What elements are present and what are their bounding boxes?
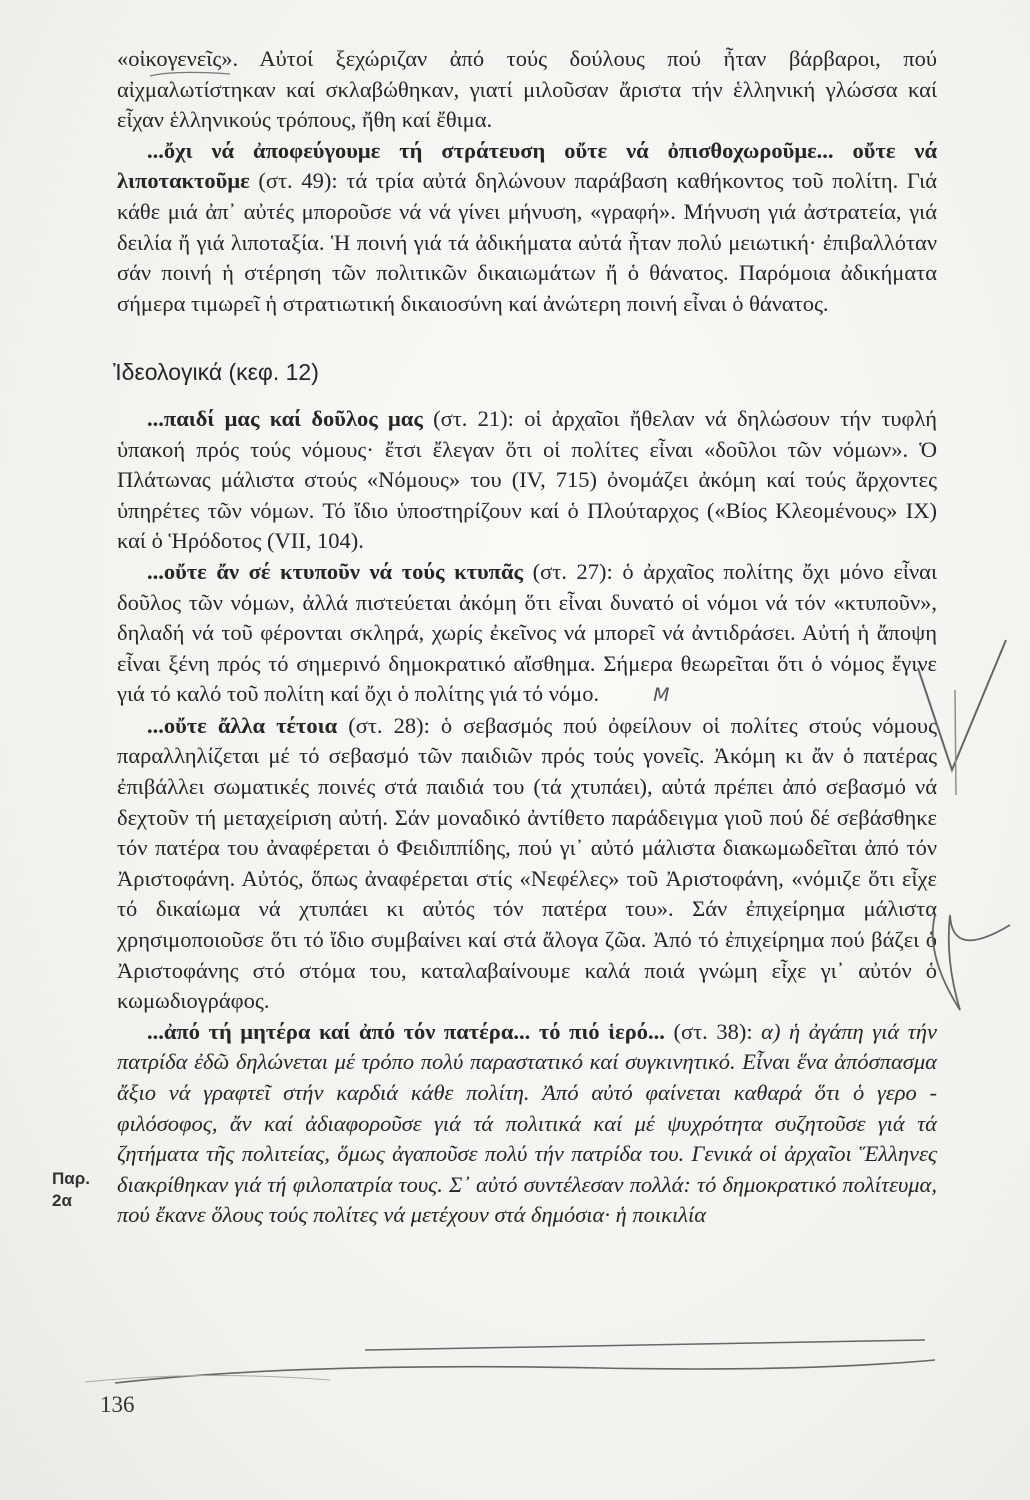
paragraph-mother-father — [117, 1017, 937, 1231]
quoted-phrase: ...παιδί μας καί δοῦλος μας — [147, 405, 423, 431]
commentary: (στ. 27): ὁ ἀρχαῖος πολίτης ὄχι μόνο εἶναι δοῦλος τῶν νόμων, ἀλλά πιστεύεται ἀκόμη ὅτι εἶναι δυνατό οἱ νόμοι νά τόν «κτυποῦν», δηλαδή νά τοῦ φέρονται σκληρά, χωρίς ἐκεῖνος νά μπορεῖ νά ἀντιδράσει. Αὐτή ἡ ἄποψη εἶναι ξένη πρός τό σημερινό δημοκρατικό αἴσθημα. Σήμερα θεωρεῖται ὅτι ὁ νόμος ἔγινε γιά τό καλό τοῦ πολίτη καί ὄχι ὁ πολίτης γιά τό νόμο. — [117, 558, 937, 707]
body-text — [113, 44, 937, 1231]
handwritten-mark: M — [653, 684, 670, 707]
quoted-phrase: ...ἀπό τή μητέρα καί ἀπό τόν πατέρα... τό πιό ἱερό... — [147, 1018, 665, 1044]
margin-label-line-2: 2α — [52, 1191, 72, 1210]
line-reference: (στ. 38): — [664, 1018, 762, 1044]
commentary-italic: α) ἡ ἀγάπη γιά τήν πατρίδα ἐδῶ δηλώνεται μέ τρόπο πολύ παραστατικό καί συγκινητικό. Εἶναι ἕνα ἀπόσπασμα ἄξιο νά γραφτεῖ στήν καρδιά κάθε πολίτη. Ἀπό αὐτό φαίνεται καθαρά ὅτι ὁ γερο - φιλόσοφος, ἄν καί ἀδιαφοροῦσε γιά τά πολιτικά καί μέ ψυχρότητα συζητοῦσε γιά τά ζητήματα τῆς πολιτείας, ὅμως ἀγαποῦσε πολύ τήν πατρίδα του. Γενικά οἱ ἀρχαῖοι Ἕλληνες διακρίθηκαν γιά τή φιλοπατρία τους. Σ᾽ αὐτό συντέλεσαν πολλά: τό δημοκρατικό πολίτευμα, πού ἔκανε ὅλους τούς πολίτες νά μετέχουν στά δημόσια· ἡ ποικιλία — [117, 1018, 937, 1228]
paragraph-child-slave — [117, 404, 937, 557]
pencil-underline-phrase — [365, 1340, 925, 1350]
paragraph-strike — [117, 557, 937, 711]
commentary: (στ. 28): ὁ σεβασμός πού ὀφείλουν οἱ πολίτες στούς νόμους παραλληλίζεται μέ τό σεβασμό τῶν παιδιῶν πρός τούς γονεῖς. Ἀκόμη κι ἄν ὁ πατέρας ἐπιβάλλει σωματικές ποινές στά παιδιά του (τά χτυπάει), αὐτά πρέπει ἀπό σεβασμό νά δεχτοῦν τή μεταχείριση αὐτή. Σάν μοναδικό ἀντίθετο παράδειγμα γιοῦ πού δέ σεβάσθηκε τόν πατέρα του ἀναφέρεται ὁ Φειδιππίδης, πού γι᾽ αὐτό μάλιστα διακωμωδεῖται ἀπό τόν Ἀριστοφάνη. Αὐτός, ὅπως ἀναφέρεται στίς «Νεφέλες» τοῦ Ἀριστοφάνη, «νόμιζε ὅτι εἶχε τό δικαίωμα νά χτυπάει κι αὐτός τόν πατέρα του». Σάν ἐπιχείρημα μάλιστα χρησιμοποιοῦσε ὅτι τό ἴδιο συμβαίνει καί στά ἄλογα ζῶα. Ἀπό τό ἐπιχείρημα πού βάζει ὁ Ἀριστοφάνης στό στόμα του, καταλαβαίνουμε καλά ποιά γνώμη εἶχε γι᾽ αὐτόν ὁ κωμωδιογράφος. — [117, 712, 937, 1014]
quoted-phrase: ...ὄχι νά ἀποφεύγουμε τή στράτευση οὔτε νά ὀπισθοχωροῦμε... οὔτε νά λιποτακτοῦμε — [117, 137, 937, 194]
pencil-faint-stroke — [85, 1375, 330, 1382]
section-heading: Ἰδεολογικά (κεφ. 12) — [113, 359, 319, 386]
pencil-leaf-mark — [933, 915, 1010, 1010]
pencil-underline-bottom — [115, 1360, 935, 1383]
pencil-margin-line — [955, 690, 956, 795]
page-number: 136 — [100, 1392, 135, 1417]
commentary: (στ. 21): οἱ ἀρχαῖοι ἤθελαν νά δηλώσουν τήν τυφλή ὑπακοή πρός τούς νόμους· ἔτσι ἔλεγαν ὅτι οἱ πολίτες εἶναι «δοῦλοι τῶν νόμων». Ὁ Πλάτωνας μάλιστα στούς «Νόμους» του (IV, 715) ὀνομάζει ἀκόμη καί τούς ἄρχοντες ὑπηρέτες τῶν νόμων. Τό ἴδιο ὑποστηρίζουν καί ὁ Πλούταρχος («Βίος Κλεομένους» IX) καί ὁ Ἡρόδοτος (VII, 104). — [117, 405, 937, 554]
commentary: (στ. 49): τά τρία αὐτά δηλώνουν παράβαση καθήκοντος τοῦ πολίτη. Γιά κάθε μιά ἀπ᾽ αὐτές μποροῦσε νά νά γίνει μήνυση, «γραφή». Μήνυση γιά ἀστρατεία, γιά δειλία ἤ γιά λιποταξία. Ἡ ποινή γιά τά ἀδικήματα αὐτά ἦταν πολύ μειωτική· ἐπιβαλλόταν σάν ποινή ἡ στέρηση τῶν πολιτικῶν δικαιωμάτων ἤ ὁ θάνατος. Παρόμοια ἀδικήματα σήμερα τιμωρεῖ ἡ στρατιωτική δικαιοσύνη καί ἀνώτερη ποινή εἶναι ὁ θάνατος. — [117, 168, 937, 316]
margin-label-line-1: Παρ. — [52, 1169, 90, 1188]
paragraph-desertion — [117, 136, 937, 320]
quoted-phrase: ...οὔτε ἄν σέ κτυποῦν νά τούς κτυπᾶς — [147, 558, 524, 584]
paragraph-continuation: «οἰκογενεῖς». Αὐτοί ξεχώριζαν ἀπό τούς δούλους πού ἦταν βάρβαροι, πού αἰχμαλωτίστηκαν καί σκλαβώθηκαν, γιατί μιλοῦσαν ἄριστα τήν ἑλληνική γλώσσα καί εἶχαν ἑλληνικούς τρόπους, ἤθη καί ἔθιμα. — [117, 46, 937, 133]
margin-reference — [52, 1168, 90, 1212]
paragraph-other-things — [117, 711, 937, 1017]
quoted-phrase: ...οὔτε ἄλλα τέτοια — [147, 712, 338, 738]
